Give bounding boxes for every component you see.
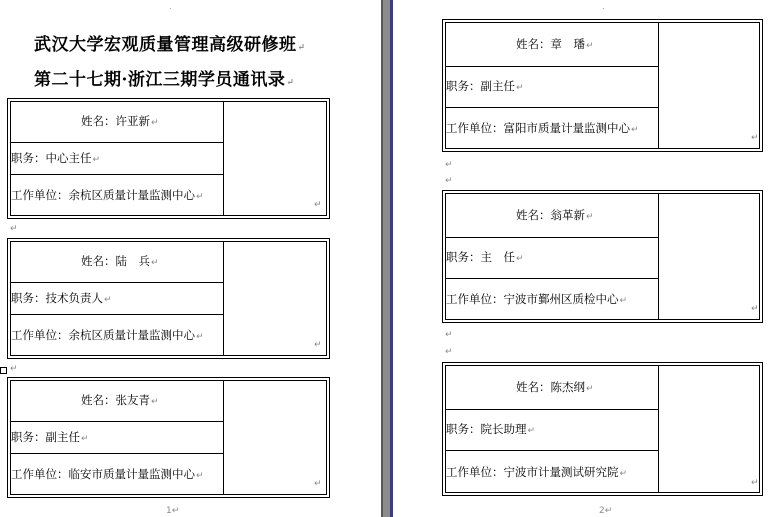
paragraph-mark: ↵ xyxy=(445,176,453,186)
document-title-line-1[interactable]: 武汉大学宏观质量管理高级研修班↵ xyxy=(34,35,306,55)
member-unit-cell[interactable]: 工作单位：余杭区质量计量监测中心↵ xyxy=(11,328,204,342)
table-move-handle-icon[interactable] xyxy=(0,367,7,374)
document-page-2 xyxy=(393,0,772,517)
page-top-mark: ˙ xyxy=(168,8,173,18)
document-title-line-2[interactable]: 第二十七期·浙江三期学员通讯录↵ xyxy=(34,70,295,90)
member-title-cell[interactable]: 职务：院长助理↵ xyxy=(446,410,658,451)
member-card: 姓名：陆 兵↵ 职务：技术负责人↵ 工作单位：余杭区质量计量监测中心↵ ↵ xyxy=(7,238,330,359)
member-title-cell[interactable]: 职务：技术负责人↵ xyxy=(11,283,223,315)
document-page-1 xyxy=(0,0,381,517)
member-title-cell[interactable]: 职务：中心主任↵ xyxy=(11,143,223,175)
member-photo[interactable] xyxy=(672,201,752,315)
member-name-cell[interactable]: 姓名：张友青↵ xyxy=(11,381,223,422)
member-photo[interactable] xyxy=(243,250,315,350)
member-name-cell[interactable]: 姓名：章 璠↵ xyxy=(446,23,658,67)
paragraph-mark: ↵ xyxy=(10,224,18,234)
member-photo[interactable] xyxy=(243,389,315,489)
paragraph-mark: ↵ xyxy=(445,160,453,170)
member-unit-cell[interactable]: 工作单位：临安市质量计量监测中心↵ xyxy=(11,467,204,481)
paragraph-mark: ↵ xyxy=(445,347,453,357)
member-card: 姓名：张友青↵ 职务：副主任↵ 工作单位：临安市质量计量监测中心↵ ↵ xyxy=(7,377,330,498)
member-card: 姓名：章 璠↵ 职务：副主任↵ 工作单位：富阳市质量计量监测中心↵ ↵ xyxy=(442,19,763,152)
member-name-cell[interactable]: 姓名：陈杰纲↵ xyxy=(446,366,658,410)
member-name-cell[interactable]: 姓名：许亚新↵ xyxy=(11,102,223,143)
member-name-cell[interactable]: 姓名：陆 兵↵ xyxy=(11,242,223,283)
paragraph-mark: ↵ xyxy=(10,364,18,374)
member-photo[interactable] xyxy=(243,110,315,210)
member-card: 姓名：许亚新↵ 职务：中心主任↵ 工作单位：余杭区质量计量监测中心↵ ↵ xyxy=(7,98,330,219)
member-card: 姓名：陈杰纲↵ 职务：院长助理↵ 工作单位：宁波市计量测试研究院↵ ↵ xyxy=(442,362,763,496)
member-unit-cell[interactable]: 工作单位：宁波市计量测试研究院↵ xyxy=(446,464,628,479)
member-title-cell[interactable]: 职务：主 任↵ xyxy=(446,238,658,279)
member-title-cell[interactable]: 职务：副主任↵ xyxy=(11,422,223,454)
member-unit-cell[interactable]: 工作单位：余杭区质量计量监测中心↵ xyxy=(11,188,204,202)
member-card: 姓名：翁革新↵ 职务：主 任↵ 工作单位：宁波市鄞州区质检中心↵ ↵ xyxy=(442,190,763,323)
member-title-cell[interactable]: 职务：副主任↵ xyxy=(446,67,658,108)
page-gutter xyxy=(381,0,393,517)
member-unit-cell[interactable]: 工作单位：富阳市质量计量监测中心↵ xyxy=(446,121,639,135)
member-unit-cell[interactable]: 工作单位：宁波市鄞州区质检中心↵ xyxy=(446,292,628,306)
member-photo[interactable] xyxy=(672,374,752,488)
page-top-mark: ˙ xyxy=(601,8,606,18)
paragraph-mark: ↵ xyxy=(445,330,453,340)
page-number: 1↵ xyxy=(166,506,180,516)
member-photo[interactable] xyxy=(672,30,752,144)
member-name-cell[interactable]: 姓名：翁革新↵ xyxy=(446,194,658,238)
page-number: 2↵ xyxy=(599,506,613,516)
